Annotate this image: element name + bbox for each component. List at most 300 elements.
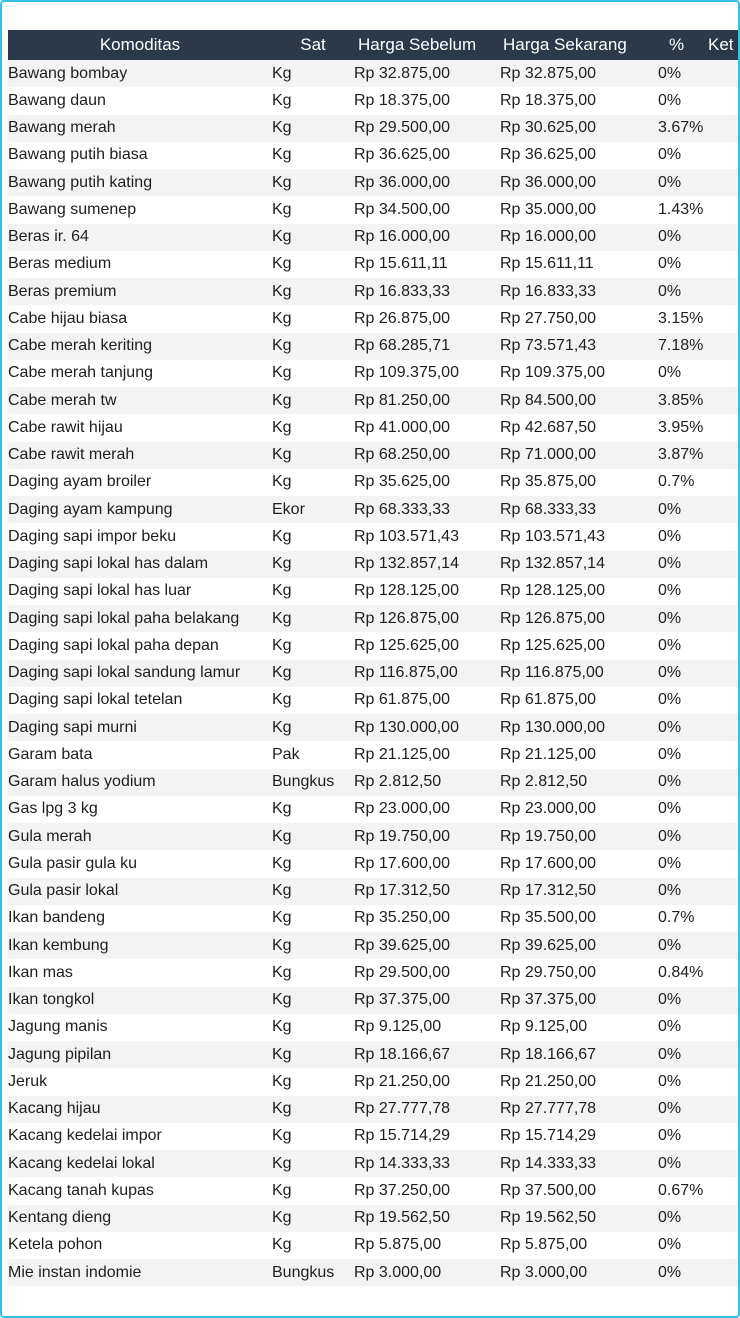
cell-sat: Kg <box>272 87 354 114</box>
cell-sat: Kg <box>272 360 354 387</box>
cell-harga-sebelum: Rp 34.500,00 <box>354 196 499 223</box>
table-row <box>8 932 740 959</box>
cell-persen: 0% <box>649 1096 704 1123</box>
cell-harga-sekarang: Rp 5.875,00 <box>499 1232 649 1259</box>
cell-harga-sebelum: Rp 36.625,00 <box>354 142 499 169</box>
table-row <box>8 360 740 387</box>
cell-ket <box>704 660 740 687</box>
header-sat: Sat <box>272 30 354 60</box>
cell-komoditas: Bawang putih biasa <box>8 142 272 169</box>
cell-ket <box>704 87 740 114</box>
cell-sat: Kg <box>272 251 354 278</box>
cell-harga-sekarang: Rp 68.333,33 <box>499 496 649 523</box>
table-row <box>8 850 740 877</box>
table-row <box>8 605 740 632</box>
table-row <box>8 769 740 796</box>
cell-komoditas: Ikan mas <box>8 959 272 986</box>
cell-sat: Kg <box>272 850 354 877</box>
cell-harga-sekarang: Rp 29.750,00 <box>499 959 649 986</box>
cell-sat: Kg <box>272 959 354 986</box>
cell-ket <box>704 959 740 986</box>
cell-harga-sekarang: Rp 19.750,00 <box>499 823 649 850</box>
table-row <box>8 687 740 714</box>
cell-persen: 0% <box>649 878 704 905</box>
cell-komoditas: Kacang kedelai impor <box>8 1123 272 1150</box>
cell-harga-sekarang: Rp 128.125,00 <box>499 578 649 605</box>
cell-ket <box>704 1123 740 1150</box>
cell-sat: Kg <box>272 469 354 496</box>
cell-ket <box>704 442 740 469</box>
table-row <box>8 959 740 986</box>
cell-harga-sebelum: Rp 68.333,33 <box>354 496 499 523</box>
cell-harga-sekarang: Rp 23.000,00 <box>499 796 649 823</box>
table-row <box>8 196 740 223</box>
cell-sat: Kg <box>272 714 354 741</box>
cell-komoditas: Jagung manis <box>8 1014 272 1041</box>
table-row <box>8 714 740 741</box>
cell-persen: 0% <box>649 224 704 251</box>
cell-komoditas: Ikan kembung <box>8 932 272 959</box>
table-row <box>8 333 740 360</box>
cell-persen: 0% <box>649 714 704 741</box>
cell-persen: 0% <box>649 796 704 823</box>
cell-persen: 0% <box>649 932 704 959</box>
cell-ket <box>704 414 740 441</box>
cell-persen: 3.67% <box>649 115 704 142</box>
cell-harga-sekarang: Rp 18.375,00 <box>499 87 649 114</box>
cell-harga-sebelum: Rp 29.500,00 <box>354 959 499 986</box>
cell-sat: Kg <box>272 1150 354 1177</box>
cell-komoditas: Daging sapi lokal has dalam <box>8 551 272 578</box>
cell-komoditas: Gula pasir gula ku <box>8 850 272 877</box>
cell-persen: 0% <box>649 496 704 523</box>
cell-persen: 0.84% <box>649 959 704 986</box>
cell-sat: Kg <box>272 60 354 87</box>
cell-sat: Kg <box>272 987 354 1014</box>
cell-harga-sebelum: Rp 9.125,00 <box>354 1014 499 1041</box>
cell-harga-sebelum: Rp 15.714,29 <box>354 1123 499 1150</box>
cell-harga-sekarang: Rp 21.250,00 <box>499 1068 649 1095</box>
cell-harga-sekarang: Rp 27.777,78 <box>499 1096 649 1123</box>
table-row <box>8 878 740 905</box>
cell-harga-sebelum: Rp 35.625,00 <box>354 469 499 496</box>
cell-komoditas: Gas lpg 3 kg <box>8 796 272 823</box>
cell-sat: Kg <box>272 578 354 605</box>
cell-harga-sebelum: Rp 126.875,00 <box>354 605 499 632</box>
cell-ket <box>704 932 740 959</box>
cell-persen: 3.15% <box>649 305 704 332</box>
cell-ket <box>704 905 740 932</box>
cell-sat: Kg <box>272 878 354 905</box>
table-row <box>8 1068 740 1095</box>
cell-persen: 0% <box>649 551 704 578</box>
cell-ket <box>704 796 740 823</box>
table-header <box>8 30 740 60</box>
cell-harga-sebelum: Rp 3.000,00 <box>354 1259 499 1286</box>
cell-harga-sebelum: Rp 29.500,00 <box>354 115 499 142</box>
cell-komoditas: Cabe hijau biasa <box>8 305 272 332</box>
cell-harga-sekarang: Rp 15.611,11 <box>499 251 649 278</box>
cell-sat: Kg <box>272 1205 354 1232</box>
table-row <box>8 387 740 414</box>
cell-komoditas: Cabe rawit merah <box>8 442 272 469</box>
cell-ket <box>704 741 740 768</box>
cell-sat: Kg <box>272 224 354 251</box>
table-row <box>8 1123 740 1150</box>
cell-harga-sekarang: Rp 15.714,29 <box>499 1123 649 1150</box>
cell-ket <box>704 224 740 251</box>
table-row <box>8 1096 740 1123</box>
cell-harga-sekarang: Rp 109.375,00 <box>499 360 649 387</box>
cell-komoditas: Beras ir. 64 <box>8 224 272 251</box>
table-row <box>8 442 740 469</box>
cell-komoditas: Jagung pipilan <box>8 1041 272 1068</box>
cell-ket <box>704 387 740 414</box>
cell-sat: Kg <box>272 169 354 196</box>
cell-harga-sebelum: Rp 19.562,50 <box>354 1205 499 1232</box>
cell-ket <box>704 1177 740 1204</box>
cell-harga-sekarang: Rp 17.312,50 <box>499 878 649 905</box>
cell-sat: Kg <box>272 932 354 959</box>
table-row <box>8 578 740 605</box>
cell-harga-sekarang: Rp 16.000,00 <box>499 224 649 251</box>
header-harga-sebelum: Harga Sebelum <box>354 30 499 60</box>
cell-ket <box>704 196 740 223</box>
table-row <box>8 251 740 278</box>
cell-komoditas: Mie instan indomie <box>8 1259 272 1286</box>
cell-persen: 0% <box>649 769 704 796</box>
cell-harga-sekarang: Rp 84.500,00 <box>499 387 649 414</box>
cell-harga-sebelum: Rp 17.600,00 <box>354 850 499 877</box>
cell-komoditas: Ketela pohon <box>8 1232 272 1259</box>
cell-ket <box>704 605 740 632</box>
cell-ket <box>704 714 740 741</box>
table-row <box>8 469 740 496</box>
cell-harga-sekarang: Rp 3.000,00 <box>499 1259 649 1286</box>
cell-harga-sekarang: Rp 36.625,00 <box>499 142 649 169</box>
cell-harga-sekarang: Rp 2.812,50 <box>499 769 649 796</box>
cell-sat: Kg <box>272 660 354 687</box>
cell-sat: Kg <box>272 115 354 142</box>
cell-harga-sebelum: Rp 103.571,43 <box>354 523 499 550</box>
cell-komoditas: Kacang tanah kupas <box>8 1177 272 1204</box>
table-row <box>8 142 740 169</box>
cell-ket <box>704 278 740 305</box>
cell-harga-sebelum: Rp 68.285,71 <box>354 333 499 360</box>
table-row <box>8 1041 740 1068</box>
cell-ket <box>704 687 740 714</box>
cell-ket <box>704 496 740 523</box>
cell-ket <box>704 850 740 877</box>
cell-harga-sekarang: Rp 17.600,00 <box>499 850 649 877</box>
cell-sat: Kg <box>272 442 354 469</box>
cell-harga-sebelum: Rp 36.000,00 <box>354 169 499 196</box>
cell-komoditas: Daging sapi murni <box>8 714 272 741</box>
cell-harga-sekarang: Rp 73.571,43 <box>499 333 649 360</box>
cell-komoditas: Daging sapi lokal paha belakang <box>8 605 272 632</box>
cell-sat: Pak <box>272 741 354 768</box>
cell-harga-sekarang: Rp 35.000,00 <box>499 196 649 223</box>
cell-harga-sebelum: Rp 128.125,00 <box>354 578 499 605</box>
cell-sat: Kg <box>272 551 354 578</box>
cell-harga-sebelum: Rp 15.611,11 <box>354 251 499 278</box>
cell-harga-sebelum: Rp 21.250,00 <box>354 1068 499 1095</box>
cell-sat: Kg <box>272 796 354 823</box>
table-body <box>8 60 740 1286</box>
table-row <box>8 305 740 332</box>
cell-harga-sekarang: Rp 71.000,00 <box>499 442 649 469</box>
cell-ket <box>704 169 740 196</box>
cell-harga-sekarang: Rp 18.166,67 <box>499 1041 649 1068</box>
cell-sat: Kg <box>272 1041 354 1068</box>
table-row <box>8 551 740 578</box>
cell-harga-sekarang: Rp 42.687,50 <box>499 414 649 441</box>
cell-komoditas: Bawang sumenep <box>8 196 272 223</box>
cell-harga-sekarang: Rp 103.571,43 <box>499 523 649 550</box>
cell-ket <box>704 523 740 550</box>
table-row <box>8 1259 740 1286</box>
cell-ket <box>704 360 740 387</box>
cell-sat: Kg <box>272 1232 354 1259</box>
cell-sat: Kg <box>272 1014 354 1041</box>
cell-komoditas: Kacang kedelai lokal <box>8 1150 272 1177</box>
cell-komoditas: Daging sapi lokal tetelan <box>8 687 272 714</box>
cell-komoditas: Jeruk <box>8 1068 272 1095</box>
cell-harga-sekarang: Rp 126.875,00 <box>499 605 649 632</box>
cell-harga-sebelum: Rp 61.875,00 <box>354 687 499 714</box>
cell-ket <box>704 115 740 142</box>
commodity-price-table <box>8 30 740 1286</box>
cell-komoditas: Bawang putih kating <box>8 169 272 196</box>
cell-sat: Ekor <box>272 496 354 523</box>
cell-persen: 0% <box>649 1041 704 1068</box>
cell-sat: Kg <box>272 142 354 169</box>
cell-persen: 0% <box>649 1068 704 1095</box>
cell-harga-sekarang: Rp 37.500,00 <box>499 1177 649 1204</box>
cell-komoditas: Daging ayam kampung <box>8 496 272 523</box>
cell-harga-sebelum: Rp 37.375,00 <box>354 987 499 1014</box>
cell-komoditas: Daging ayam broiler <box>8 469 272 496</box>
table-row <box>8 741 740 768</box>
cell-ket <box>704 987 740 1014</box>
cell-ket <box>704 769 740 796</box>
cell-sat: Kg <box>272 605 354 632</box>
cell-harga-sebelum: Rp 116.875,00 <box>354 660 499 687</box>
cell-komoditas: Bawang daun <box>8 87 272 114</box>
cell-harga-sekarang: Rp 37.375,00 <box>499 987 649 1014</box>
cell-persen: 0% <box>649 632 704 659</box>
cell-harga-sekarang: Rp 35.875,00 <box>499 469 649 496</box>
cell-persen: 0% <box>649 1123 704 1150</box>
cell-harga-sebelum: Rp 5.875,00 <box>354 1232 499 1259</box>
cell-komoditas: Gula merah <box>8 823 272 850</box>
cell-komoditas: Bawang bombay <box>8 60 272 87</box>
table-row <box>8 987 740 1014</box>
cell-persen: 0% <box>649 60 704 87</box>
table-row <box>8 1232 740 1259</box>
table-row <box>8 115 740 142</box>
cell-persen: 0% <box>649 1259 704 1286</box>
cell-harga-sekarang: Rp 116.875,00 <box>499 660 649 687</box>
header-harga-sekarang: Harga Sekarang <box>499 30 649 60</box>
table-row <box>8 496 740 523</box>
table-row <box>8 660 740 687</box>
cell-sat: Kg <box>272 414 354 441</box>
cell-ket <box>704 1041 740 1068</box>
cell-ket <box>704 878 740 905</box>
cell-harga-sebelum: Rp 109.375,00 <box>354 360 499 387</box>
cell-ket <box>704 333 740 360</box>
cell-persen: 0% <box>649 850 704 877</box>
cell-harga-sekarang: Rp 39.625,00 <box>499 932 649 959</box>
cell-harga-sebelum: Rp 23.000,00 <box>354 796 499 823</box>
cell-persen: 0% <box>649 87 704 114</box>
cell-persen: 0% <box>649 169 704 196</box>
cell-komoditas: Bawang merah <box>8 115 272 142</box>
cell-sat: Kg <box>272 823 354 850</box>
cell-persen: 3.95% <box>649 414 704 441</box>
cell-harga-sebelum: Rp 130.000,00 <box>354 714 499 741</box>
cell-harga-sebelum: Rp 32.875,00 <box>354 60 499 87</box>
table-row <box>8 278 740 305</box>
cell-harga-sekarang: Rp 35.500,00 <box>499 905 649 932</box>
cell-sat: Kg <box>272 1068 354 1095</box>
cell-komoditas: Cabe merah tanjung <box>8 360 272 387</box>
cell-harga-sekarang: Rp 30.625,00 <box>499 115 649 142</box>
cell-harga-sekarang: Rp 21.125,00 <box>499 741 649 768</box>
cell-harga-sebelum: Rp 35.250,00 <box>354 905 499 932</box>
table-row <box>8 224 740 251</box>
cell-harga-sekarang: Rp 19.562,50 <box>499 1205 649 1232</box>
cell-persen: 7.18% <box>649 333 704 360</box>
cell-ket <box>704 305 740 332</box>
cell-harga-sebelum: Rp 68.250,00 <box>354 442 499 469</box>
table-row <box>8 523 740 550</box>
table-row <box>8 1150 740 1177</box>
table-row <box>8 60 740 87</box>
cell-harga-sekarang: Rp 32.875,00 <box>499 60 649 87</box>
cell-persen: 0% <box>649 360 704 387</box>
cell-persen: 0.7% <box>649 905 704 932</box>
cell-komoditas: Daging sapi lokal paha depan <box>8 632 272 659</box>
cell-persen: 0% <box>649 1232 704 1259</box>
cell-persen: 0.67% <box>649 1177 704 1204</box>
table-row <box>8 169 740 196</box>
cell-komoditas: Ikan bandeng <box>8 905 272 932</box>
cell-harga-sekarang: Rp 125.625,00 <box>499 632 649 659</box>
cell-harga-sekarang: Rp 16.833,33 <box>499 278 649 305</box>
cell-harga-sebelum: Rp 26.875,00 <box>354 305 499 332</box>
cell-komoditas: Daging sapi lokal has luar <box>8 578 272 605</box>
cell-ket <box>704 1150 740 1177</box>
cell-persen: 0% <box>649 687 704 714</box>
cell-persen: 3.87% <box>649 442 704 469</box>
cell-persen: 0% <box>649 660 704 687</box>
cell-persen: 0.7% <box>649 469 704 496</box>
cell-harga-sekarang: Rp 130.000,00 <box>499 714 649 741</box>
header-ket: Ket <box>704 30 740 60</box>
cell-harga-sekarang: Rp 132.857,14 <box>499 551 649 578</box>
cell-harga-sebelum: Rp 21.125,00 <box>354 741 499 768</box>
cell-harga-sekarang: Rp 14.333,33 <box>499 1150 649 1177</box>
cell-harga-sebelum: Rp 41.000,00 <box>354 414 499 441</box>
cell-sat: Kg <box>272 905 354 932</box>
cell-persen: 0% <box>649 987 704 1014</box>
cell-sat: Kg <box>272 278 354 305</box>
table-row <box>8 1014 740 1041</box>
cell-sat: Kg <box>272 1177 354 1204</box>
cell-sat: Kg <box>272 632 354 659</box>
cell-ket <box>704 551 740 578</box>
table-row <box>8 796 740 823</box>
cell-persen: 0% <box>649 1205 704 1232</box>
header-persen: % <box>649 30 704 60</box>
table-row <box>8 905 740 932</box>
cell-harga-sebelum: Rp 18.166,67 <box>354 1041 499 1068</box>
table-row <box>8 823 740 850</box>
header-komoditas: Komoditas <box>8 30 272 60</box>
cell-ket <box>704 469 740 496</box>
cell-persen: 0% <box>649 251 704 278</box>
cell-sat: Kg <box>272 387 354 414</box>
cell-persen: 0% <box>649 1150 704 1177</box>
cell-persen: 0% <box>649 1014 704 1041</box>
table-row <box>8 1205 740 1232</box>
cell-komoditas: Garam halus yodium <box>8 769 272 796</box>
cell-persen: 1.43% <box>649 196 704 223</box>
cell-komoditas: Garam bata <box>8 741 272 768</box>
cell-persen: 0% <box>649 142 704 169</box>
cell-ket <box>704 1014 740 1041</box>
cell-persen: 3.85% <box>649 387 704 414</box>
price-table-container <box>8 30 740 1286</box>
cell-sat: Kg <box>272 523 354 550</box>
cell-persen: 0% <box>649 605 704 632</box>
cell-sat: Kg <box>272 305 354 332</box>
cell-komoditas: Cabe merah tw <box>8 387 272 414</box>
cell-persen: 0% <box>649 741 704 768</box>
cell-komoditas: Beras premium <box>8 278 272 305</box>
cell-komoditas: Cabe rawit hijau <box>8 414 272 441</box>
cell-persen: 0% <box>649 523 704 550</box>
cell-ket <box>704 1259 740 1286</box>
table-row <box>8 87 740 114</box>
cell-komoditas: Ikan tongkol <box>8 987 272 1014</box>
cell-harga-sebelum: Rp 37.250,00 <box>354 1177 499 1204</box>
cell-komoditas: Beras medium <box>8 251 272 278</box>
cell-sat: Kg <box>272 1096 354 1123</box>
cell-harga-sebelum: Rp 132.857,14 <box>354 551 499 578</box>
cell-sat: Bungkus <box>272 769 354 796</box>
table-row <box>8 414 740 441</box>
table-row <box>8 632 740 659</box>
cell-sat: Kg <box>272 333 354 360</box>
cell-harga-sekarang: Rp 61.875,00 <box>499 687 649 714</box>
cell-harga-sebelum: Rp 2.812,50 <box>354 769 499 796</box>
cell-harga-sebelum: Rp 27.777,78 <box>354 1096 499 1123</box>
cell-harga-sebelum: Rp 39.625,00 <box>354 932 499 959</box>
cell-komoditas: Daging sapi lokal sandung lamur <box>8 660 272 687</box>
cell-ket <box>704 632 740 659</box>
cell-sat: Bungkus <box>272 1259 354 1286</box>
cell-komoditas: Daging sapi impor beku <box>8 523 272 550</box>
cell-harga-sebelum: Rp 18.375,00 <box>354 87 499 114</box>
cell-ket <box>704 1232 740 1259</box>
cell-ket <box>704 60 740 87</box>
cell-ket <box>704 578 740 605</box>
cell-komoditas: Kentang dieng <box>8 1205 272 1232</box>
cell-komoditas: Cabe merah keriting <box>8 333 272 360</box>
